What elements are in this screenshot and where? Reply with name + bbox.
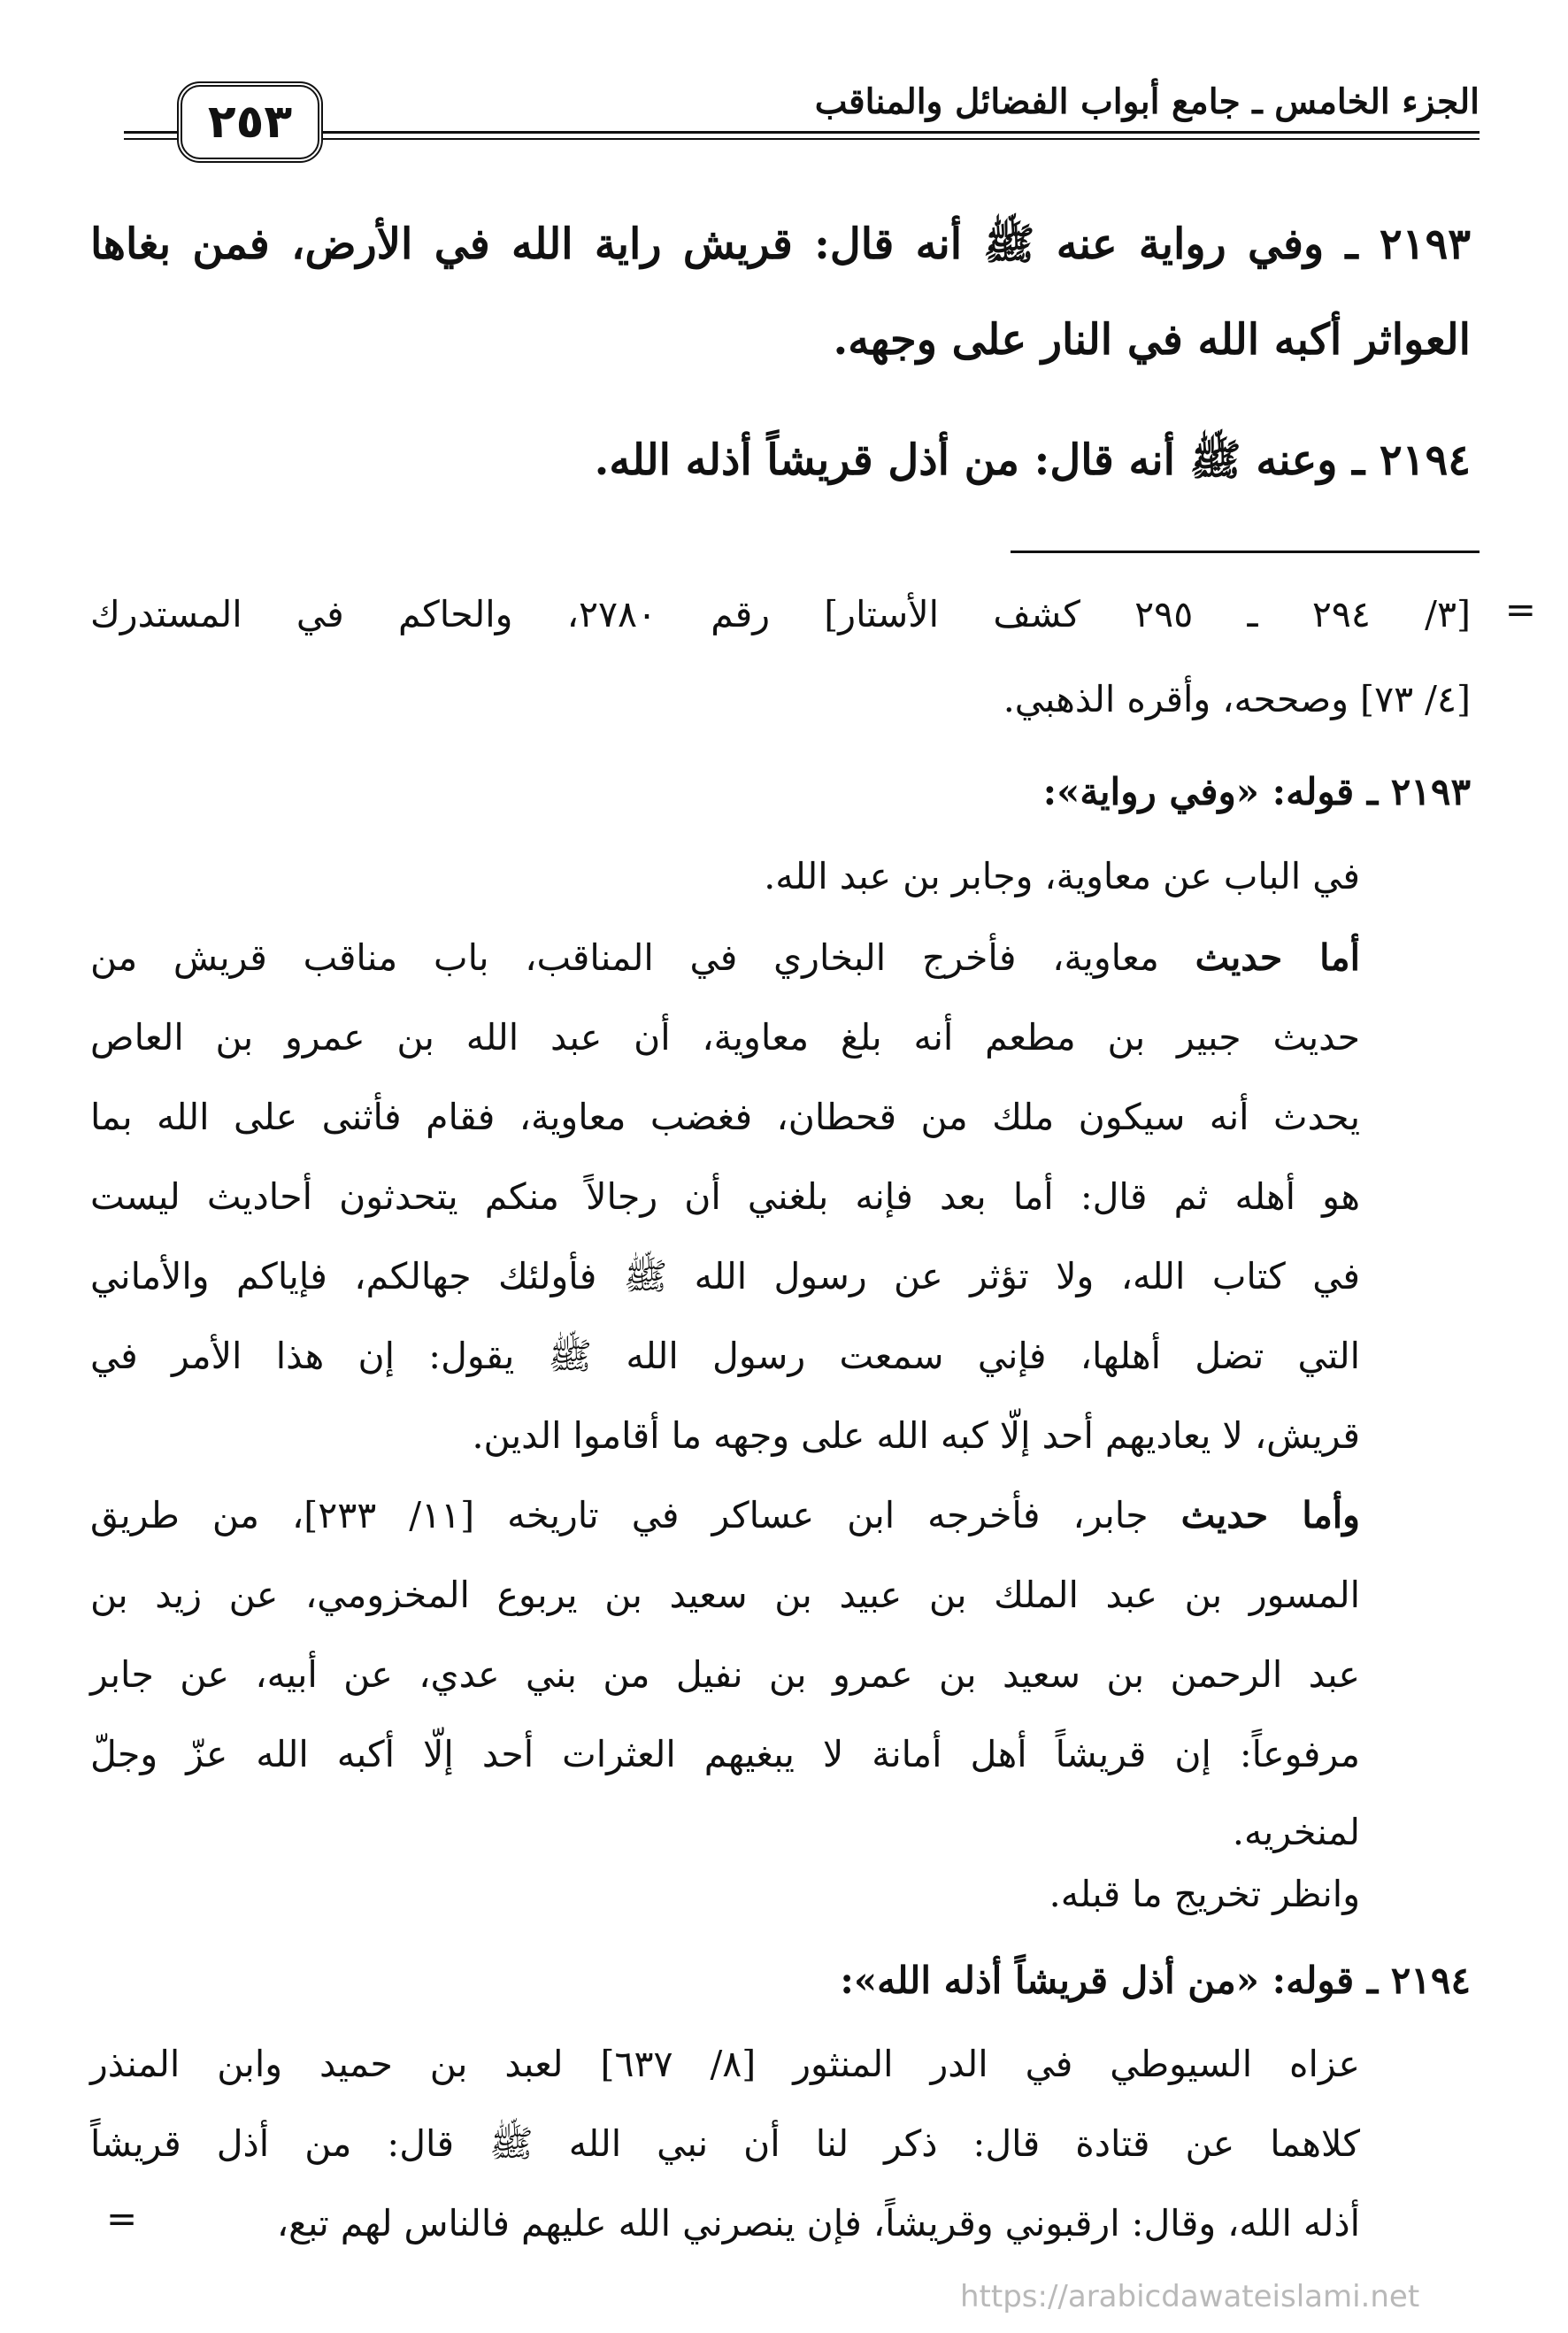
commentary-line: مرفوعاً: إن قريشاً أهل أمانة لا يبغيهم العثرات أحد إلّا أكبه الله عزّ وجلّ (90, 1733, 1360, 1775)
header-rule-right (319, 131, 1480, 134)
commentary-line: حديث جبير بن مطعم أنه بلغ معاوية، أن عبد الله بن عمرو بن العاص (90, 1016, 1360, 1059)
commentary-line: هو أهله ثم قال: أما بعد فإنه بلغني أن رجالاً منكم يتحدثون أحاديث ليست (90, 1175, 1360, 1218)
commentary-line: كلاهما عن قتادة قال: ذكر لنا أن نبي الله ﷺ قال: من أذل قريشاً (90, 2122, 1360, 2165)
page-number (177, 81, 323, 163)
jabir-first-line (90, 1489, 1360, 1542)
muawiya-lead: أما حديث (1195, 936, 1360, 979)
footnote-continuation-marker: = (1504, 588, 1536, 631)
commentary-line: عبد الرحمن بن سعيد بن عمرو بن نفيل من بني عدي، عن أبيه، عن جابر (90, 1653, 1360, 1696)
footnote-line-1: [٣/ ٢٩٤ ـ ٢٩٥ كشف الأستار] رقم ٢٧٨٠، والحاكم في المستدرك (90, 593, 1472, 635)
running-head: الجزء الخامس ـ جامع أبواب الفضائل والمناقب (814, 81, 1480, 122)
muawiya-first-line (90, 931, 1360, 984)
page-number-text: ٢٥٣ (207, 96, 293, 149)
commentary-line: في الباب عن معاوية، وجابر بن عبد الله. (764, 855, 1360, 897)
commentary-line: أذله الله، وقال: ارقبوني وقريشاً، فإن ينصرني الله عليهم فالناس لهم تبع، (276, 2202, 1360, 2244)
commentary-line: قريش، لا يعاديهم أحد إلّا كبه الله على وجهه ما أقاموا الدين. (472, 1414, 1360, 1457)
commentary-2194-heading: ٢١٩٤ ـ قوله: «من أذل قريشاً أذله الله»: (840, 1959, 1471, 2002)
commentary-line: في كتاب الله، ولا تؤثر عن رسول الله ﷺ فأولئك جهالكم، فإياكم والأماني (90, 1255, 1360, 1297)
hadith-2194: ٢١٩٤ ـ وعنه ﷺ أنه قال: من أذل قريشاً أذله الله. (594, 435, 1471, 485)
commentary-line: عزاه السيوطي في الدر المنثور [٨/ ٦٣٧] لعبد بن حميد وابن المنذر (90, 2043, 1360, 2085)
commentary-line: يحدث أنه سيكون ملك من قحطان، فغضب معاوية، فقام فأثنى على الله بما (90, 1096, 1360, 1138)
commentary-line: المسور بن عبد الملك بن عبيد بن سعيد بن يربوع المخزومي، عن زيد بن (90, 1574, 1360, 1616)
commentary-line: التي تضل أهلها، فإني سمعت رسول الله ﷺ يقول: إن هذا الأمر في (90, 1335, 1360, 1377)
jabir-lead: وأما حديث (1180, 1494, 1360, 1536)
header-rule-left-2 (124, 138, 177, 140)
footnote-separator (1011, 551, 1480, 553)
muawiya-first-rest: معاوية، فأخرج البخاري في المناقب، باب مناقب قريش من (90, 936, 1195, 979)
commentary-line: وانظر تخريج ما قبله. (1049, 1873, 1360, 1915)
header-rule-right-2 (319, 138, 1480, 140)
continuation-marker: = (106, 2197, 138, 2240)
header-rule-left (124, 131, 177, 134)
watermark-url: https://arabicdawateislami.net (960, 2279, 1420, 2314)
commentary-line: لمنخريه. (1232, 1811, 1360, 1853)
footnote-line-2: [٤/ ٧٣] وصححه، وأقره الذهبي. (1003, 678, 1471, 720)
hadith-2193: ٢١٩٣ ـ وفي رواية عنه ﷺ أنه قال: قريش راية الله في الأرض، فمن بغاها العواثر أكبه الله في النار على وجهه. (90, 219, 1471, 365)
jabir-first-rest: جابر، فأخرجه ابن عساكر في تاريخه [١١/ ٢٣٣]، من طريق (90, 1494, 1181, 1536)
commentary-2193-heading: ٢١٩٣ ـ قوله: «وفي رواية»: (1042, 770, 1471, 813)
